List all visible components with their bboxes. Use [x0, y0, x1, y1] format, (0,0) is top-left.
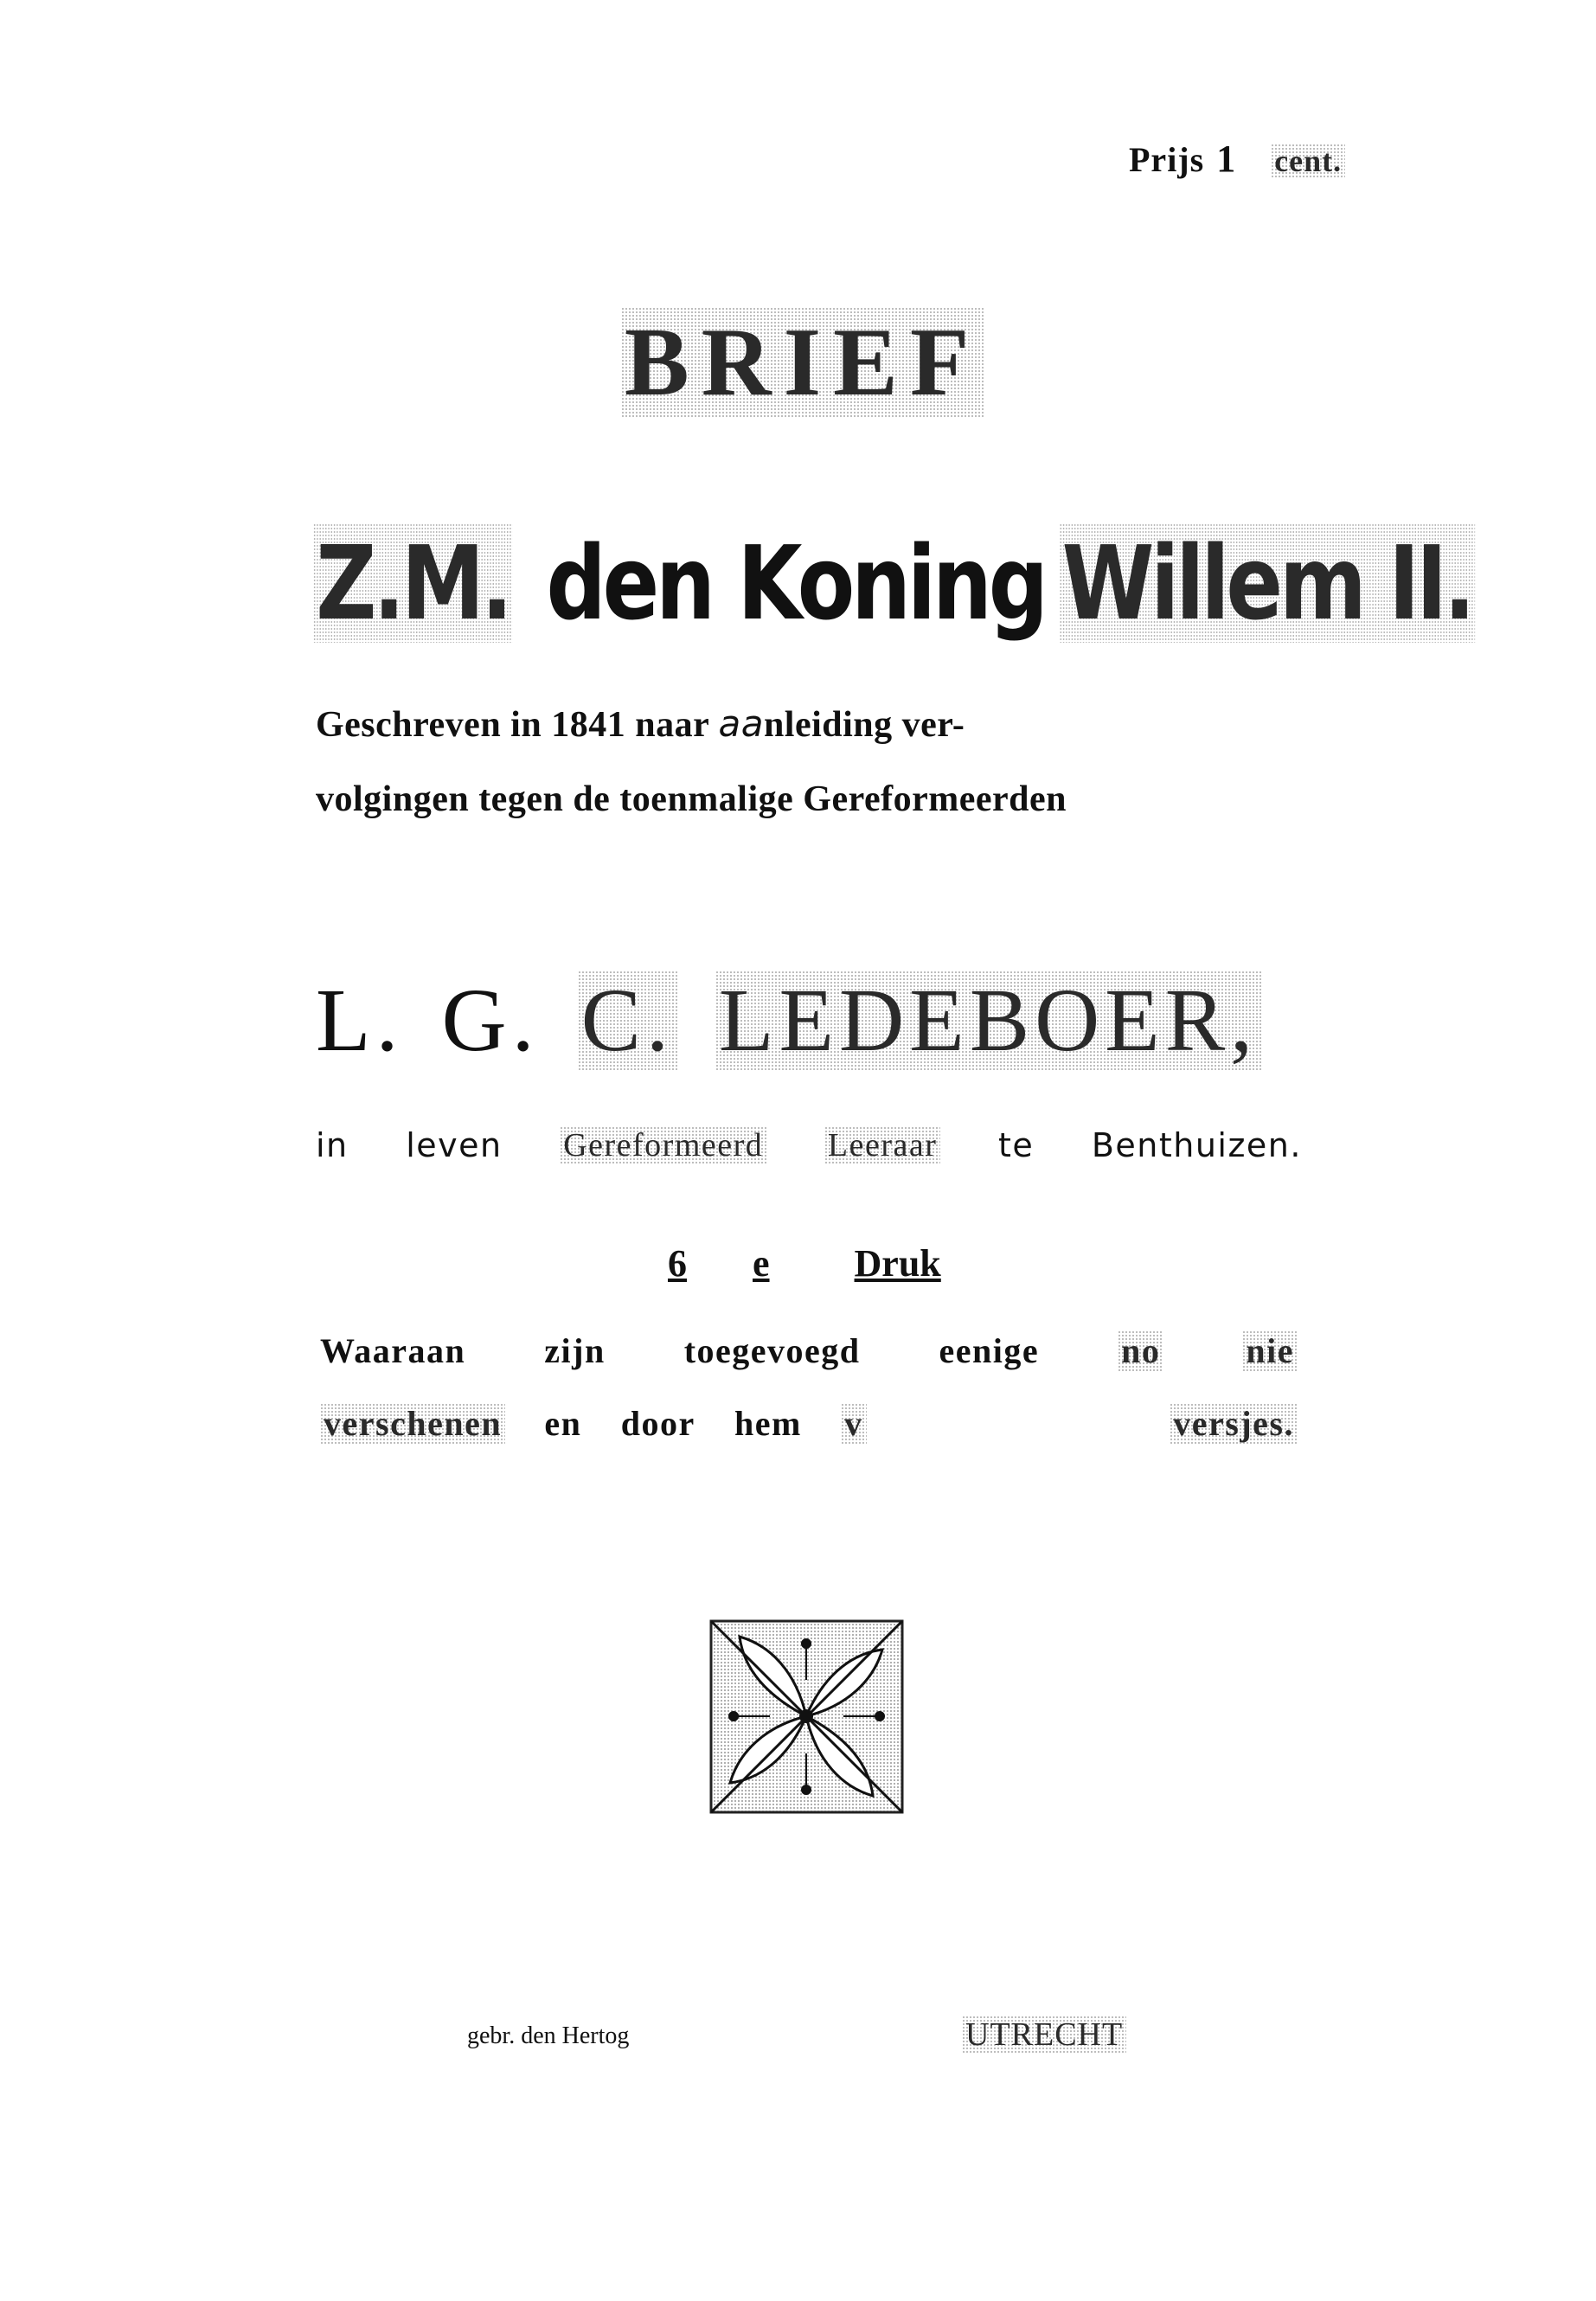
printer-name: gebr. den Hertog	[467, 2022, 630, 2049]
price-amount: 1	[1216, 138, 1237, 180]
price-unit: cent.	[1271, 144, 1345, 178]
addition-word: hem	[734, 1404, 802, 1443]
addition-word: v	[841, 1403, 867, 1444]
subtitle-1b: aa	[718, 702, 764, 745]
price-label: Prijs	[1129, 140, 1205, 179]
edition-label: Druk	[854, 1242, 941, 1285]
addition-word: zijn	[544, 1331, 606, 1370]
recipient-honorific: Z.M.	[313, 523, 512, 643]
author-surname: LEDEBOER,	[715, 971, 1261, 1070]
recipient-line	[313, 523, 1475, 643]
role-word-6: Benthuizen.	[1091, 1126, 1302, 1164]
subtitle-1a: Geschreven in 1841 naar	[316, 705, 719, 745]
addition-word: en	[544, 1404, 582, 1443]
publisher-city: UTRECHT	[962, 2016, 1126, 2054]
subtitle-line-2: volgingen tegen de toenmalige Gereformeerden	[316, 779, 1067, 819]
addition-word: eenige	[939, 1331, 1040, 1370]
floral-ornament-icon	[709, 1619, 904, 1814]
addition-word: toegevoegd	[683, 1331, 861, 1370]
edition-line	[668, 1241, 941, 1285]
author-name	[316, 969, 1261, 1072]
addition-line-1	[320, 1330, 1298, 1371]
author-role	[316, 1126, 1302, 1164]
addition-line-2	[320, 1403, 1298, 1444]
addition-word: verschenen	[320, 1403, 505, 1444]
addition-word: nie	[1242, 1330, 1298, 1371]
addition-word: door	[620, 1404, 695, 1443]
author-initial-1: L.	[316, 971, 404, 1070]
document-title: BRIEF	[621, 307, 984, 419]
author-initial-2: G.	[441, 971, 540, 1070]
edition-suffix: e	[753, 1242, 770, 1285]
role-word-3: Gereformeerd	[560, 1126, 766, 1164]
role-word-4: Leeraar	[824, 1126, 941, 1164]
recipient-name: Willem II.	[1059, 523, 1475, 643]
subtitle-line-1	[316, 702, 965, 746]
edition-number: 6	[668, 1242, 687, 1285]
addition-word: versjes.	[1170, 1403, 1298, 1444]
role-word-5: te	[997, 1126, 1035, 1164]
addition-word: no	[1118, 1330, 1163, 1371]
subtitle-1c: nleiding ver-	[763, 705, 965, 745]
author-initial-3: C.	[578, 971, 677, 1070]
recipient-middle: den Koning	[546, 523, 1045, 643]
addition-word: Waaraan	[320, 1331, 466, 1370]
role-word-1: in	[316, 1126, 349, 1164]
role-word-2: leven	[406, 1126, 503, 1164]
price-line	[1129, 137, 1345, 181]
